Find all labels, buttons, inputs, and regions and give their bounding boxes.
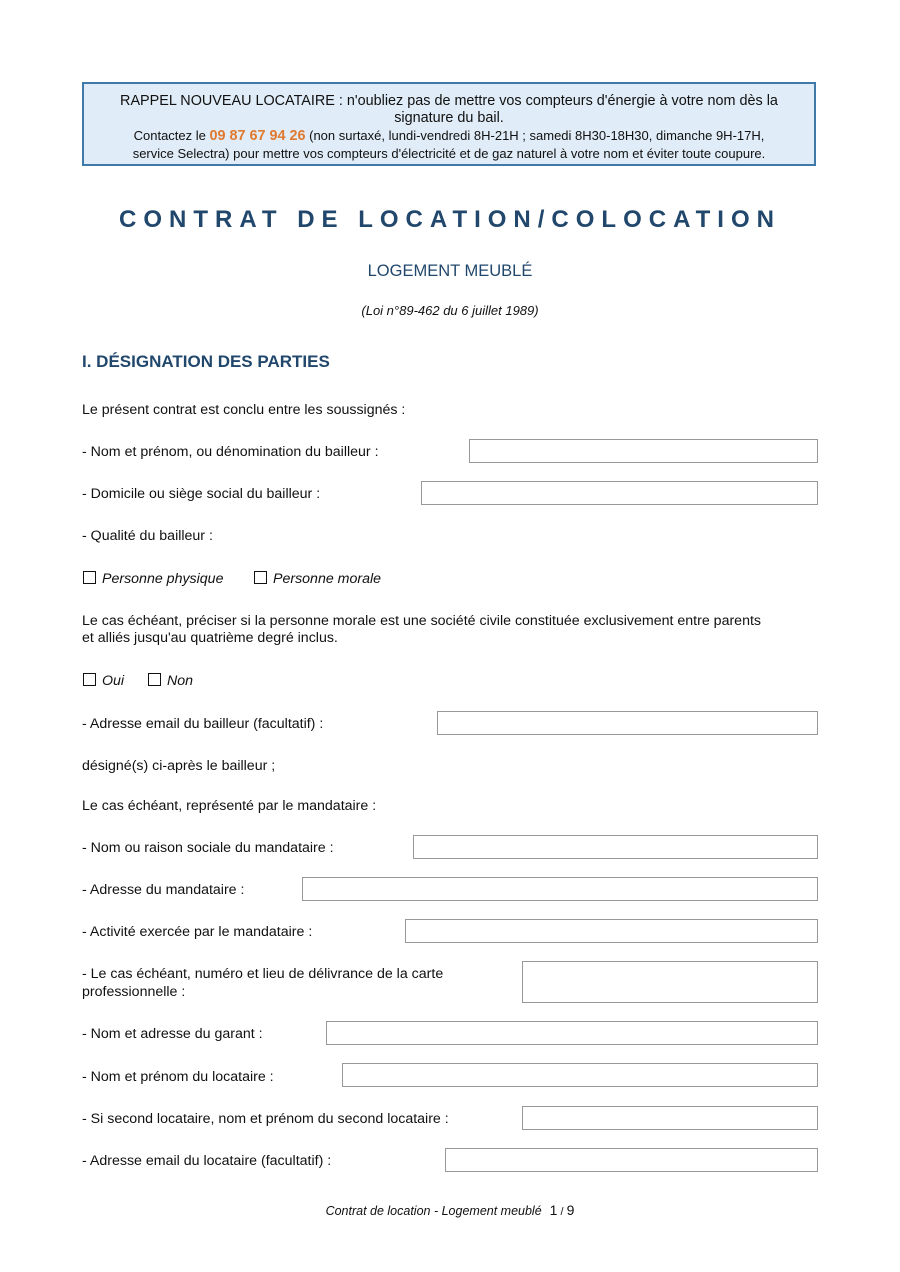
checkbox-label: Oui bbox=[102, 673, 125, 689]
bailleur-nom-label: - Nom et prénom, ou dénomination du bailleur : bbox=[82, 444, 379, 460]
checkbox-non[interactable] bbox=[148, 673, 193, 689]
bailleur-email-field[interactable] bbox=[437, 711, 818, 735]
mandataire-activite-field[interactable] bbox=[405, 919, 818, 943]
page-total: 9 bbox=[566, 1202, 575, 1218]
garant-field[interactable] bbox=[326, 1021, 818, 1045]
checkbox-label: Personne physique bbox=[102, 571, 224, 587]
bailleur-email-label: - Adresse email du bailleur (facultatif) : bbox=[82, 716, 324, 732]
mandataire-adresse-field[interactable] bbox=[302, 877, 818, 901]
section-heading: I. DÉSIGNATION DES PARTIES bbox=[82, 352, 330, 371]
law-reference: (Loi n°89-462 du 6 juillet 1989) bbox=[361, 303, 539, 318]
qualite-label: - Qualité du bailleur : bbox=[82, 528, 213, 544]
banner-line-1: RAPPEL NOUVEAU LOCATAIRE : n'oubliez pas de mettre vos compteurs d'énergie à votre nom dès la bbox=[120, 93, 778, 109]
checkbox-label: Personne morale bbox=[273, 571, 382, 587]
societe-text-line-2: et alliés jusqu'au quatrième degré inclus. bbox=[82, 630, 338, 646]
bailleur-domicile-label: - Domicile ou siège social du bailleur : bbox=[82, 486, 321, 502]
checkbox-oui[interactable] bbox=[83, 673, 124, 689]
checkbox-label: Non bbox=[167, 673, 194, 689]
banner-phone-number: 09 87 67 94 26 bbox=[209, 128, 306, 144]
checkbox-box[interactable] bbox=[148, 673, 161, 686]
document-subtitle: LOGEMENT MEUBLÉ bbox=[367, 262, 533, 280]
page-number bbox=[550, 1202, 575, 1218]
societe-text-line-1: Le cas échéant, préciser si la personne morale est une société civile constituée exclusivement entre parents bbox=[82, 613, 761, 629]
footer-document-name: Contrat de location - Logement meublé bbox=[325, 1204, 542, 1218]
banner-line-4: service Selectra) pour mettre vos compteurs d'électricité et de gaz naturel à votre nom et éviter toute coupure. bbox=[132, 146, 766, 161]
banner-contact-suffix: (non surtaxé, lundi-vendredi 8H-21H ; samedi 8H30-18H30, dimanche 9H-17H, bbox=[305, 128, 765, 143]
locataire-nom-label: - Nom et prénom du locataire : bbox=[82, 1069, 274, 1085]
page-footer bbox=[0, 1202, 900, 1218]
banner-line-2: signature du bail. bbox=[394, 110, 504, 126]
banner-line-3 bbox=[84, 127, 814, 145]
banner-contact-prefix: Contactez le bbox=[133, 128, 210, 143]
mandataire-activite-label: - Activité exercée par le mandataire : bbox=[82, 924, 313, 940]
page-separator: / bbox=[557, 1206, 567, 1218]
checkbox-personne-physique[interactable] bbox=[83, 571, 223, 587]
checkbox-personne-morale[interactable] bbox=[254, 571, 381, 587]
intro-text: Le présent contrat est conclu entre les soussignés : bbox=[82, 402, 406, 418]
carte-pro-field[interactable] bbox=[522, 961, 818, 1003]
checkbox-box[interactable] bbox=[254, 571, 267, 584]
mandataire-nom-label: - Nom ou raison sociale du mandataire : bbox=[82, 840, 334, 856]
document-title: CONTRAT DE LOCATION/COLOCATION bbox=[119, 206, 781, 233]
second-locataire-field[interactable] bbox=[522, 1106, 818, 1130]
mandataire-nom-field[interactable] bbox=[413, 835, 818, 859]
page-current: 1 bbox=[549, 1202, 558, 1218]
garant-label: - Nom et adresse du garant : bbox=[82, 1026, 263, 1042]
bailleur-nom-field[interactable] bbox=[469, 439, 818, 463]
carte-pro-label-line-1: - Le cas échéant, numéro et lieu de délivrance de la carte bbox=[82, 966, 444, 982]
mandataire-intro-text: Le cas échéant, représenté par le mandataire : bbox=[82, 798, 377, 814]
mandataire-adresse-label: - Adresse du mandataire : bbox=[82, 882, 245, 898]
locataire-email-field[interactable] bbox=[445, 1148, 818, 1172]
second-locataire-label: - Si second locataire, nom et prénom du second locataire : bbox=[82, 1111, 449, 1127]
locataire-email-label: - Adresse email du locataire (facultatif) : bbox=[82, 1153, 332, 1169]
bailleur-domicile-field[interactable] bbox=[421, 481, 818, 505]
designe-bailleur-text: désigné(s) ci-après le bailleur ; bbox=[82, 758, 276, 774]
checkbox-box[interactable] bbox=[83, 571, 96, 584]
checkbox-box[interactable] bbox=[83, 673, 96, 686]
locataire-nom-field[interactable] bbox=[342, 1063, 818, 1087]
carte-pro-label-line-2: professionnelle : bbox=[82, 984, 186, 1000]
reminder-banner bbox=[82, 82, 816, 166]
